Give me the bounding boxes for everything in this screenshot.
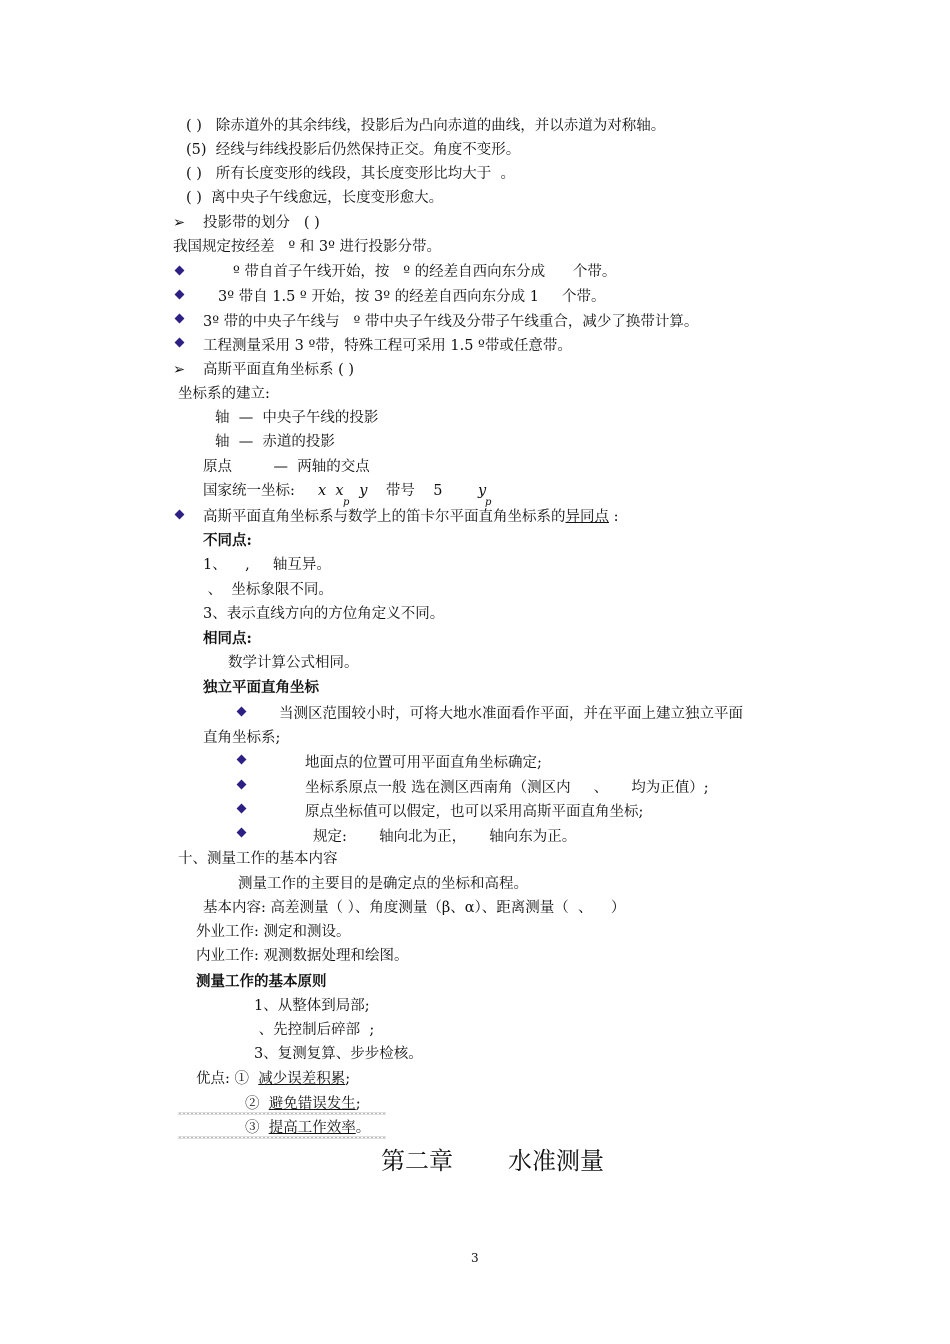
subheading: 不同点: [203, 532, 252, 549]
text-line: ( ) 所有长度变形的线段，其长度变形比均大于 。 [186, 166, 515, 182]
text-line: 规定: 轴向北为正， 轴向东为正。 [313, 829, 577, 845]
section-heading: 高斯平面直角坐标系 ( ) [203, 362, 355, 378]
text-span: : [609, 509, 619, 525]
chapter-number: 第二章 [381, 1147, 453, 1175]
text-line: 1、 , 轴互异。 [203, 557, 331, 573]
text-line: 原点坐标值可以假定，也可以采用高斯平面直角坐标; [305, 804, 644, 820]
text-line: 带号 5 [372, 483, 443, 499]
text-line: 轴 — 赤道的投影 [215, 434, 335, 450]
chapter-title: 水准测量 [508, 1147, 604, 1175]
diamond-bullet-icon [237, 707, 247, 717]
text-span: ; [355, 1096, 361, 1112]
text-line: 坐标系的建立: [178, 386, 270, 402]
text-line: 坐标系原点一般 选在测区西南角（测区内 、 均为正值）; [305, 780, 709, 796]
text-line: 3、复测复算、步步检核。 [254, 1046, 423, 1062]
text-line: 原点 — 两轴的交点 [203, 459, 370, 475]
text-line: 直角坐标系; [203, 730, 281, 746]
text-span: 优点: ① [196, 1071, 259, 1087]
text-line: 、 坐标象限不同。 [203, 582, 333, 598]
text-line: 3、表示直线方向的方位角定义不同。 [203, 606, 445, 622]
text-line: 内业工作: 观测数据处理和绘图。 [196, 948, 409, 964]
underlined-term: 减少误差积累 [258, 1071, 346, 1087]
text-line: 我国规定按经差 º 和 3º 进行投影分带。 [173, 239, 442, 255]
text-line: 数学计算公式相同。 [228, 655, 359, 671]
text-line: 1、从整体到局部; [254, 998, 370, 1014]
math-y: y [350, 483, 368, 499]
subheading: 测量工作的基本原则 [196, 973, 327, 990]
text-line: (5) 经线与纬线投影后仍然保持正交。角度不变形。 [186, 142, 521, 158]
diamond-bullet-icon [175, 290, 185, 300]
math-y: y [478, 483, 487, 499]
wavy-line [178, 1136, 386, 1139]
diamond-bullet-icon [175, 338, 185, 348]
text-line: 3º 带的中央子午线与 º 带中央子午线及分带子午线重合，减少了换带计算。 [203, 314, 699, 330]
diamond-bullet-icon [175, 510, 185, 520]
text-line: 当测区范围较小时，可将大地水准面看作平面，并在平面上建立独立平面 [279, 706, 743, 722]
math-x: x x [318, 483, 344, 499]
text-line: 、先控制后碎部 ; [254, 1022, 375, 1038]
diamond-bullet-icon [237, 804, 247, 814]
page-number: 3 [471, 1251, 479, 1265]
diamond-bullet-icon [175, 314, 185, 324]
section-heading: 十、测量工作的基本内容 [178, 851, 338, 867]
text-span: 高斯平面直角坐标系与数学上的笛卡尔平面直角坐标系的 [203, 509, 566, 525]
subheading: 独立平面直角坐标 [203, 679, 319, 696]
text-line: 轴 — 中央子午线的投影 [215, 410, 379, 426]
text-span: ; [345, 1071, 351, 1087]
text-line [196, 1070, 350, 1088]
text-line: 基本内容: 高差测量（ ）、角度测量（β、α）、距离测量（ 、 ） [203, 900, 626, 916]
text-line [245, 1095, 361, 1113]
wavy-line [178, 1112, 386, 1115]
text-line: 地面点的位置可用平面直角坐标确定; [305, 755, 542, 771]
text-span: ② [245, 1096, 269, 1112]
text-line: ( ) 除赤道外的其余纬线，投影后为凸向赤道的曲线，并以赤道为对称轴。 [186, 118, 666, 134]
underlined-term: 提高工作效率 [268, 1120, 356, 1136]
text-line: ( ) 离中央子午线愈远，长度变形愈大。 [186, 190, 444, 206]
math-subscript: p [485, 497, 492, 508]
section-heading: 投影带的划分 ( ) [203, 215, 320, 231]
text-line: 测量工作的主要目的是确定点的坐标和高程。 [238, 876, 528, 892]
text-line [245, 1119, 370, 1137]
text-span: ③ [245, 1120, 269, 1136]
diamond-bullet-icon [237, 755, 247, 765]
text-line: 外业工作: 测定和测设。 [196, 924, 351, 940]
text-line [203, 508, 619, 526]
underlined-term: 避免错误发生 [268, 1096, 356, 1112]
diamond-bullet-icon [237, 828, 247, 838]
diamond-bullet-icon [175, 266, 185, 276]
text-line: º 带自首子午线开始，按 º 的经差自西向东分成 个带。 [233, 264, 617, 280]
underlined-term: 异同点 [565, 509, 609, 525]
text-line: 工程测量采用 3 º带，特殊工程可采用 1.5 º带或任意带。 [203, 338, 572, 354]
text-line: 国家统一坐标: [203, 483, 300, 499]
text-line: 3º 带自 1.5 º 开始，按 3º 的经差自西向东分成 1 个带。 [218, 289, 606, 305]
text-span: 。 [355, 1120, 371, 1136]
math-subscript: p [343, 497, 350, 508]
arrow-bullet-icon: ➢ [173, 215, 186, 231]
subheading: 相同点: [203, 630, 252, 647]
arrow-bullet-icon: ➢ [173, 362, 186, 378]
diamond-bullet-icon [237, 780, 247, 790]
